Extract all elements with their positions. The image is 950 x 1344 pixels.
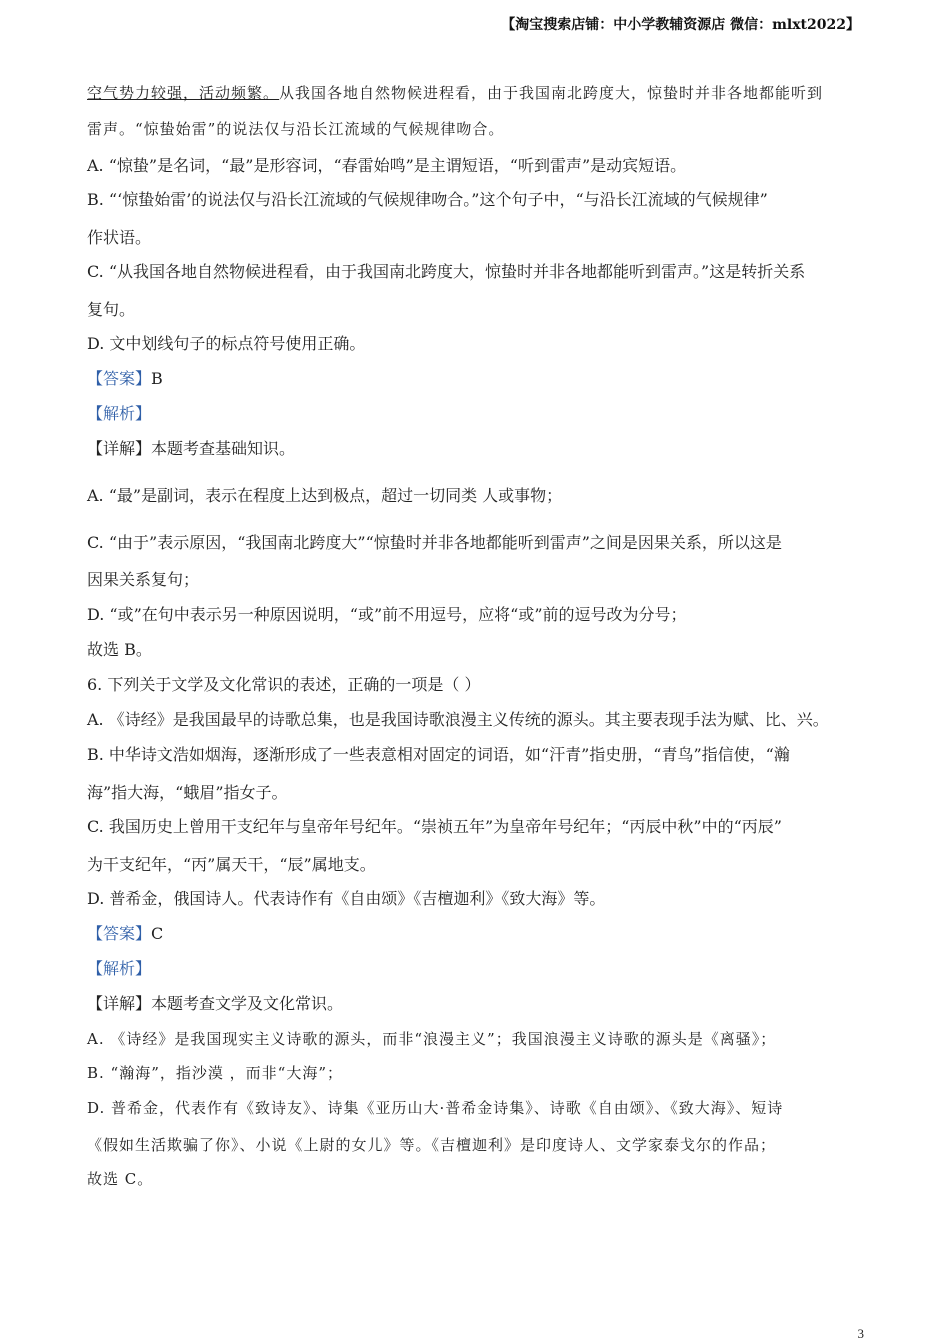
q5-answer <box>87 368 163 390</box>
answer-label: 【答案】 <box>87 369 152 388</box>
header-shop-info: 【淘宝搜索店铺：中小学教辅资源店 微信：mlxt2022】 <box>501 17 860 33</box>
q6-option-c: C. 我国历史上曾用干支纪年与皇帝年号纪年。“崇祯五年”为皇帝年号纪年；“丙辰中秋”中的“丙辰” <box>87 817 782 836</box>
q5-detail: 【详解】本题考查基础知识。 <box>87 439 296 458</box>
answer-label: 【答案】 <box>87 924 152 943</box>
q6-question: 6. 下列关于文学及文化常识的表述，正确的一项是（ ） <box>87 675 481 694</box>
q5-explain-d: D. “或”在句中表示另一种原因说明，“或”前不用逗号，应将“或”前的逗号改为分号； <box>87 605 687 624</box>
q5-explain-c: C. “由于”表示原因，“我国南北跨度大”“惊蛰时并非各地都能听到雷声”之间是因果关系，所以这是 <box>87 533 782 552</box>
q6-option-b: B. 中华诗文浩如烟海，逐渐形成了一些表意相对固定的词语，如“汗青”指史册，“青鸟”指信使，“瀚 <box>87 745 790 764</box>
q5-option-c: C. “从我国各地自然物候进程看，由于我国南北跨度大，惊蛰时并非各地都能听到雷声。”这是转折关系 <box>87 262 806 281</box>
q6-analysis-label: 【解析】 <box>87 959 152 978</box>
page-number: 3 <box>857 1326 864 1341</box>
q6-explain-d-cont: 《假如生活欺骗了你》、小说《上尉的女儿》等。《吉檀迦利》是印度诗人、文学家泰戈尔的作品； <box>87 1136 777 1154</box>
q5-explain-c-cont: 因果关系复句； <box>87 570 200 589</box>
q6-explain-a: A. 《诗经》是我国现实主义诗歌的源头，而非“浪漫主义”；我国浪漫主义诗歌的源头是《离骚》； <box>87 1030 777 1048</box>
q5-option-b: B. “‘惊蛰始雷’的说法仅与沿长江流域的气候规律吻合。”这个句子中，“与沿长江流域的气候规律” <box>87 190 768 209</box>
q6-conclusion: 故选 C。 <box>87 1170 154 1188</box>
q5-analysis-label: 【解析】 <box>87 404 152 423</box>
q6-option-a: A. 《诗经》是我国最早的诗歌总集，也是我国诗歌浪漫主义传统的源头。其主要表现手法为赋、比、兴。 <box>87 710 829 729</box>
underlined-sentence: 空气势力较强，活动频繁。 <box>87 84 280 102</box>
q6-option-c-cont: 为干支纪年，“丙”属天干，“辰”属地支。 <box>87 855 376 874</box>
q6-explain-d: D. 普希金，代表作有《致诗友》、诗集《亚历山大·普希金诗集》、诗歌《自由颂》、《致大海》、短诗 <box>87 1099 784 1117</box>
q5-explain-a: A. “最”是副词，表示在程度上达到极点，超过一切同类 人或事物； <box>87 486 563 505</box>
q6-option-b-cont: 海”指大海，“蛾眉”指女子。 <box>87 783 288 802</box>
q5-option-d: D. 文中划线句子的标点符号使用正确。 <box>87 334 366 353</box>
passage-text: 从我国各地自然物候进程看，由于我国南北跨度大，惊蛰时并非各地都能听到 <box>279 84 824 102</box>
answer-value: B <box>151 369 163 388</box>
q6-option-d: D. 普希金，俄国诗人。代表诗作有《自由颂》《吉檀迦利》《致大海》等。 <box>87 889 606 908</box>
q6-explain-b: B. “瀚海”，指沙漠 ，而非“大海”； <box>87 1064 344 1082</box>
q5-option-b-cont: 作状语。 <box>87 228 152 247</box>
passage-line-1 <box>87 82 823 104</box>
q5-conclusion: 故选 B。 <box>87 640 152 659</box>
q6-answer <box>87 923 163 945</box>
q6-detail: 【详解】本题考查文学及文化常识。 <box>87 994 344 1013</box>
passage-line-2: 雷声。“惊蛰始雷”的说法仅与沿长江流域的气候规律吻合。 <box>87 120 505 138</box>
q5-option-c-cont: 复句。 <box>87 300 136 319</box>
q5-option-a: A. “惊蛰”是名词，“最”是形容词，“春雷始鸣”是主谓短语，“听到雷声”是动宾短语。 <box>87 156 687 175</box>
answer-value: C <box>151 924 164 943</box>
